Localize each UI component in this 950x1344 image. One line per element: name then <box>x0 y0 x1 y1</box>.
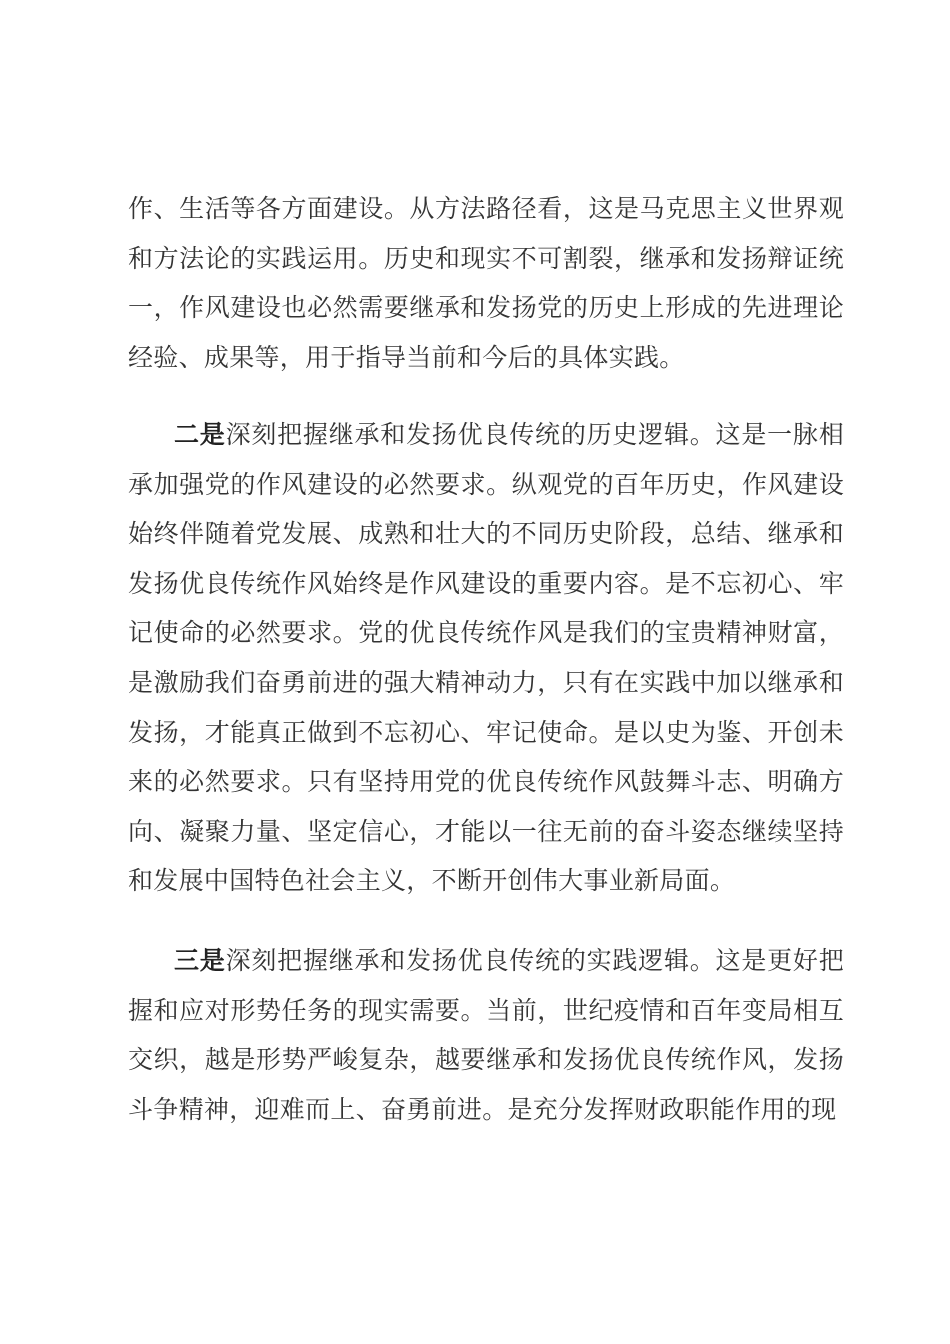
paragraph-text: 深刻把握继承和发扬优良传统的实践逻辑。这是更好把握和应对形势任务的现实需要。当前，世纪疫情和百年变局相互交织，越是形势严峻复杂，越要继承和发扬优良传统作风，发扬斗争精神，迎难而上、奋勇前进。是充分发挥财政职能作用的现 <box>128 946 844 1124</box>
paragraph-text: 作、生活等各方面建设。从方法路径看，这是马克思主义世界观和方法论的实践运用。历史和现实不可割裂，继承和发扬辩证统一，作风建设也必然需要继承和发扬党的历史上形成的先进理论经验、成果等，用于指导当前和今后的具体实践。 <box>128 194 844 372</box>
paragraph-historical-logic <box>128 410 844 906</box>
paragraph-text: 深刻把握继承和发扬优良传统的历史逻辑。这是一脉相承加强党的作风建设的必然要求。纵观党的百年历史，作风建设始终伴随着党发展、成熟和壮大的不同历史阶段，总结、继承和发扬优良传统作风始终是作风建设的重要内容。是不忘初心、牢记使命的必然要求。党的优良传统作风是我们的宝贵精神财富，是激励我们奋勇前进的强大精神动力，只有在实践中加以继承和发扬，才能真正做到不忘初心、牢记使命。是以史为鉴、开创未来的必然要求。只有坚持用党的优良传统作风鼓舞斗志、明确方向、凝聚力量、坚定信心，才能以一往无前的奋斗姿态继续坚持和发展中国特色社会主义，不断开创伟大事业新局面。 <box>128 420 844 896</box>
paragraph-practical-logic <box>128 936 844 1134</box>
paragraph-lead: 二是 <box>174 420 226 449</box>
paragraph-continuation <box>128 184 844 382</box>
paragraph-lead: 三是 <box>174 946 226 975</box>
